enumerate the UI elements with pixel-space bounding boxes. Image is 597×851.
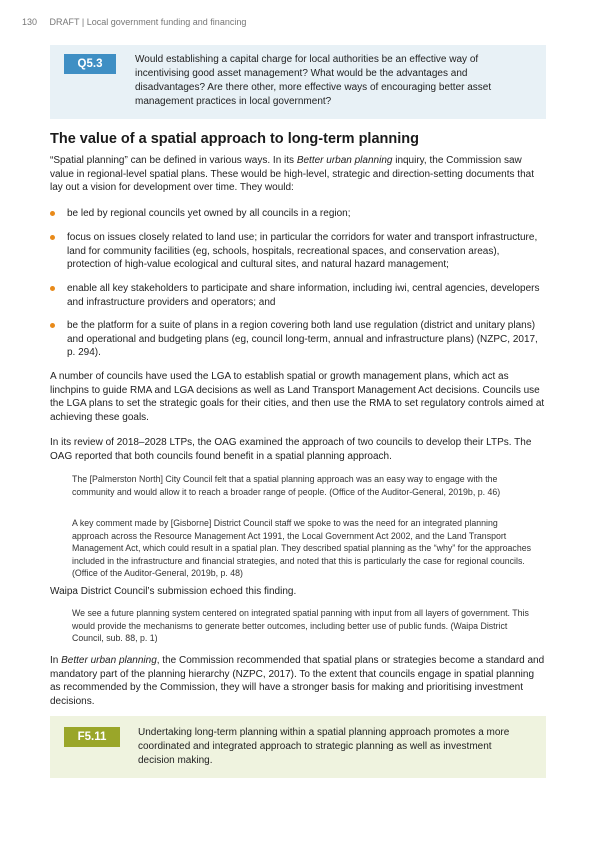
report-title: Better urban planning [296,155,393,166]
quote-palmerston-north: The [Palmerston North] City Council felt that a spatial planning approach was an easy way to engage with the community and would allow it to reach a broader range of people. (Office of the Auditor-General, 2019b, p. 46) [72,474,501,497]
section-heading: The value of a spatial approach to long-term planning [50,131,419,147]
bullet-icon [50,286,55,291]
question-tag: Q5.3 [64,54,116,74]
lga-paragraph: A number of councils have used the LGA to establish spatial or growth management plans, which act as linchpins to guide RMA and LGA decisions as well as Land Transport Management Act decisions. Councils use the LGA plans to set the strategic goals for their cities, and then use the RMA to set regulatory controls aimed at achieving these goals. [50,371,545,423]
final-paragraph: In Better urban planning, the Commission recommended that spatial plans or strategies become a standard and mandatory part of the planning hierarchy (NZPC, 2017). To the extent that councils engage in spatial planning as recommended by the Commission, they will have a stronger basis for making and prioritising investment decisions. [50,655,545,707]
bullet-icon [50,235,55,240]
page-number: 130 [22,17,38,27]
quote-waipa: We see a future planning system centered on integrated spatial panning with input from all layers of government. This would provide the mechanisms to generate better outcomes, including better use of public funds. (Waipa District Council, sub. 88, p. 1) [72,608,529,643]
running-header [22,17,246,27]
intro-paragraph: “Spatial planning” can be defined in various ways. In its Better urban planning inquiry, the Commission saw value in regional-level spatial plans. These would be high-level, strategic and direction-setting documents that lay out a vision for development over time. They would: [50,155,534,193]
finding-tag: F5.11 [64,727,120,747]
document-title: DRAFT | Local government funding and financing [49,17,247,27]
question-text: Would establishing a capital charge for local authorities be an effective way of incentivising good asset management? What would be the advantages and disadvantages? Are there other, more effective ways of encouraging better asset management practices in local government? [135,54,492,107]
oag-paragraph: In its review of 2018–2028 LTPs, the OAG examined the approach of two councils to develop their LTPs. The OAG reported that both councils found benefit in a spatial planning approach. [50,437,532,462]
finding-text: Undertaking long-term planning within a spatial planning approach promotes a more coordinated and integrated approach to strategic planning as well as investment decision making. [138,727,510,766]
quote-gisborne: A key comment made by [Gisborne] District Council staff we spoke to was the need for an integrated planning approach across the Resource Management Act 1991, the Local Government Act 2002, and the Land Transport Management Act, which could result in a spatial plan. They described spatial planning as the “why” for the approaches included in the infrastructure and financial strategies, and noted that this is particularly the case for regional councils. (Office of the Auditor-General, 2019b, p. 48) [72,518,532,578]
bullet-icon [50,211,55,216]
waipa-paragraph: Waipa District Council’s submission echoed this finding. [50,586,297,597]
report-title: Better urban planning [61,655,157,666]
bullet-icon [50,323,55,328]
